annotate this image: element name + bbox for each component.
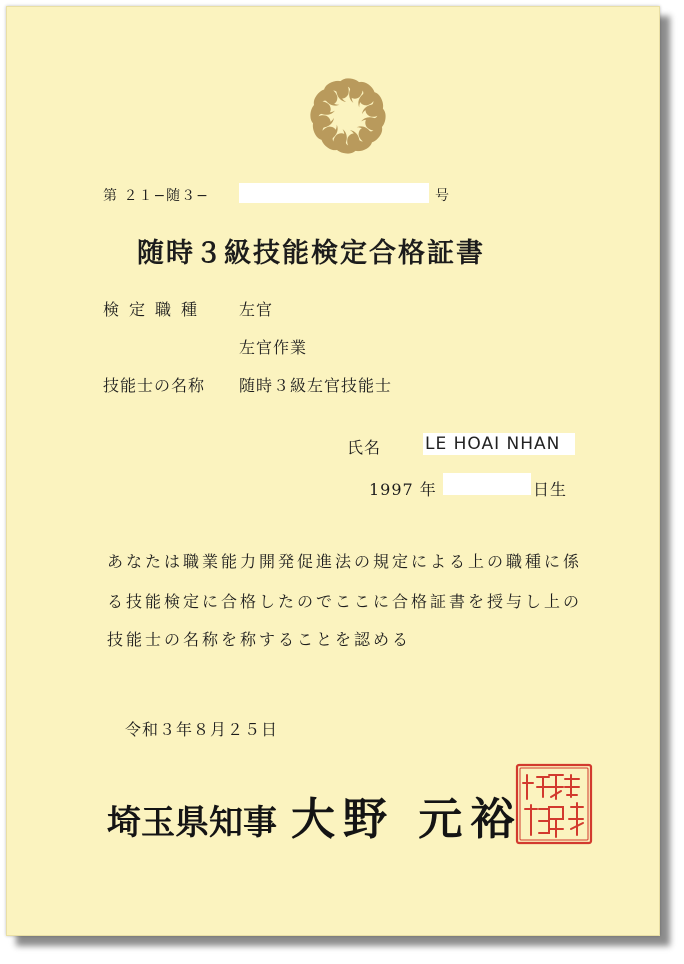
technician-value: 随時３級左官技能士	[239, 376, 393, 395]
birth-year: 1997 年	[369, 480, 437, 499]
certificate-number-suffix: 号	[435, 188, 450, 204]
certificate-number-prefix: 第 ２１−随３−	[103, 188, 209, 204]
governor-office: 埼玉県知事	[107, 803, 277, 843]
redacted-number	[239, 183, 429, 203]
certificate-title: 随時３級技能検定合格証書	[137, 238, 485, 269]
body-line-2: る技能検定に合格したのでここに合格証書を授与し上の	[107, 592, 583, 611]
trade-label: 検定職種	[103, 300, 208, 319]
governor-signature	[107, 783, 522, 847]
issue-date: 令和３年８月２５日	[125, 720, 279, 739]
emblem-petal	[310, 101, 334, 127]
body-line-3: 技能士の名称を称することを認める	[107, 630, 412, 649]
emblem-petal	[362, 104, 386, 130]
governor-name: 大野 元裕	[291, 794, 523, 845]
body-line-1: あなたは職業能力開発促進法の規定による上の職種に係	[107, 552, 583, 571]
emblem-petal	[333, 130, 359, 154]
birth-suffix: 日生	[533, 480, 568, 499]
redacted-birthdate	[443, 473, 531, 495]
name-value: LE HOAI NHAN	[423, 433, 575, 455]
official-seal-icon	[515, 763, 593, 845]
name-label: 氏名	[347, 438, 382, 457]
emblem-icon	[301, 69, 395, 163]
technician-label: 技能士の名称	[103, 376, 206, 395]
certificate-sheet	[6, 6, 660, 936]
work-value: 左官作業	[239, 338, 308, 357]
trade-value: 左官	[239, 300, 274, 319]
